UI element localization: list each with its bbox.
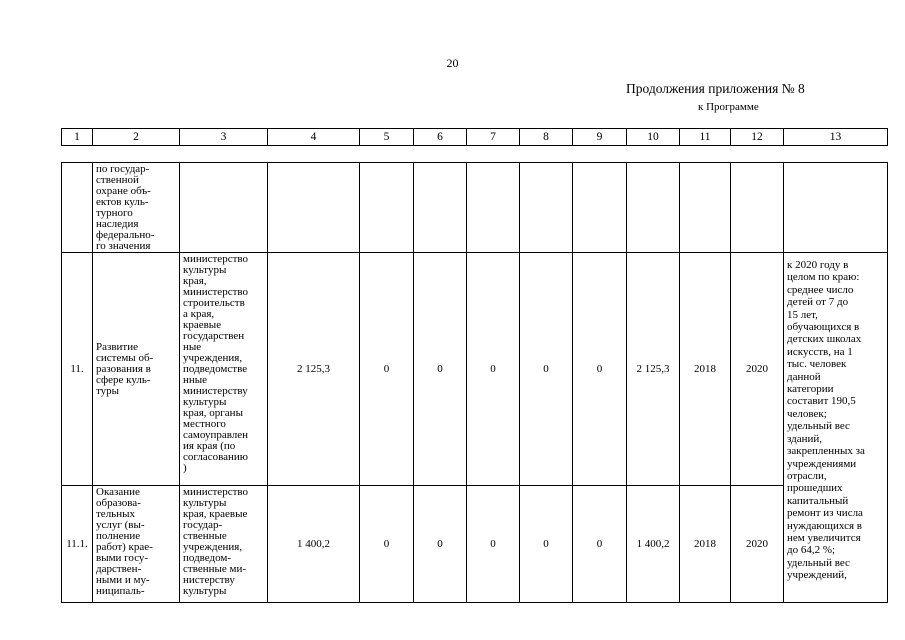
column-number: 2 <box>93 129 180 146</box>
column-number: 9 <box>573 129 627 146</box>
value-cell <box>467 163 520 253</box>
value-cell: 0 <box>520 486 573 603</box>
column-number: 3 <box>180 129 268 146</box>
column-number-header <box>61 128 888 146</box>
column-number: 11 <box>680 129 731 146</box>
value-cell: 2 125,3 <box>627 253 680 486</box>
total-value: 2 125,3 <box>268 253 360 486</box>
row-number: 11. <box>62 253 93 486</box>
value-cell <box>414 163 467 253</box>
executors: министерство культуры края, краевые государ- ственные учреждения, подведом- ственные ми- нистерству культуры <box>180 486 268 603</box>
value-cell: 0 <box>520 253 573 486</box>
column-number: 7 <box>467 129 520 146</box>
value-cell <box>627 163 680 253</box>
column-number: 1 <box>62 129 93 146</box>
appendix-title: Продолжения приложения № 8 <box>626 81 805 96</box>
value-cell: 0 <box>573 486 627 603</box>
column-number: 12 <box>731 129 784 146</box>
column-number: 4 <box>268 129 360 146</box>
table-row <box>62 486 888 603</box>
executors: министерство культуры края, министерство строительств а края, краевые государствен ные учреждения, подведомстве нные министерству культуры края, органы местного самоуправлен ия края (по согласованию ) <box>180 253 268 486</box>
row-number: 11.1. <box>62 486 93 603</box>
value-cell: 0 <box>467 486 520 603</box>
measure-name: Оказание образова- тельных услуг (вы- полнение работ) крае- выми госу- дарствен- ными и му- ниципаль- <box>93 486 180 603</box>
start-year <box>680 163 731 253</box>
column-number: 13 <box>784 129 888 146</box>
row-number <box>62 163 93 253</box>
result-cell <box>784 163 888 253</box>
page-number: 20 <box>446 56 459 70</box>
column-number: 8 <box>520 129 573 146</box>
value-cell: 0 <box>573 253 627 486</box>
value-cell <box>520 163 573 253</box>
column-number: 10 <box>627 129 680 146</box>
table-row <box>62 253 888 486</box>
value-cell: 1 400,2 <box>627 486 680 603</box>
value-cell: 0 <box>360 486 414 603</box>
appendix-subtitle: к Программе <box>698 101 759 113</box>
value-cell: 0 <box>414 486 467 603</box>
value-cell <box>360 163 414 253</box>
table-row <box>62 163 888 253</box>
measure-name: Развитие системы об- разования в сфере куль- туры <box>93 253 180 486</box>
end-year: 2020 <box>731 486 784 603</box>
column-number: 5 <box>360 129 414 146</box>
measure-name: по государ- ственной охране объ- ектов куль- турного наследия федерально- го значения <box>93 163 180 253</box>
value-cell <box>573 163 627 253</box>
total-value <box>268 163 360 253</box>
start-year: 2018 <box>680 253 731 486</box>
program-table <box>61 162 888 603</box>
value-cell: 0 <box>414 253 467 486</box>
end-year <box>731 163 784 253</box>
column-number: 6 <box>414 129 467 146</box>
start-year: 2018 <box>680 486 731 603</box>
end-year: 2020 <box>731 253 784 486</box>
total-value: 1 400,2 <box>268 486 360 603</box>
expected-result: к 2020 году в целом по краю: среднее число детей от 7 до 15 лет, обучающихся в детских школах искусств, на 1 тыс. человек данной категории составит 190,5 человек; удельный вес зданий, закрепленных за учреждениями отрасли, прошедших капитальный ремонт из числа нуждающихся в нем увеличится до 64,2 %; удельный вес учреждений, <box>784 253 888 603</box>
value-cell: 0 <box>360 253 414 486</box>
executors <box>180 163 268 253</box>
value-cell: 0 <box>467 253 520 486</box>
